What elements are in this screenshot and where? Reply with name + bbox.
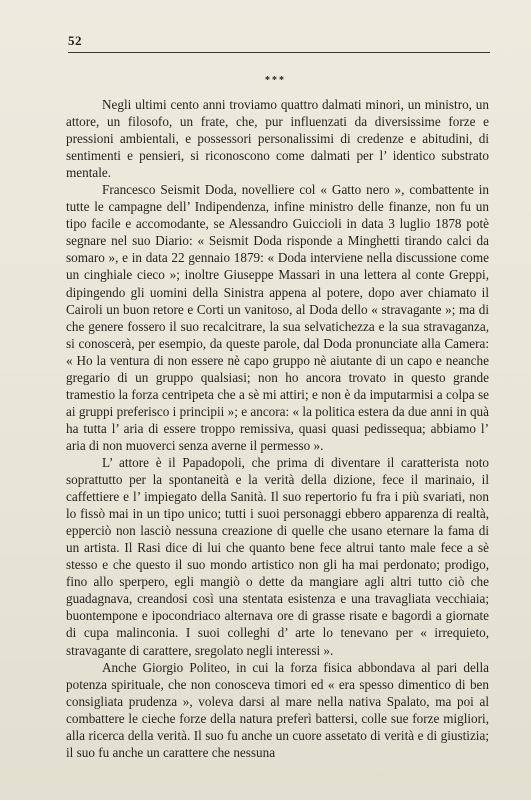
header-rule <box>68 52 490 53</box>
body-text <box>66 96 489 761</box>
paragraph-4: Anche Giorgio Politeo, in cui la forza fisica abbondava al pari della potenza spirituale, che non conosceva timori ed « era spesso dimentico di ben consigliata prudenza », voleva darsi al mare nella nativa Spalato, ma poi al combattere le cieche forze della natura preferì battersi, colle sue forze migliori, alla ricerca della verità. Il suo fu anche un cuore assetato di verità e di giustizia; il suo fu anche un carattere che nessuna <box>66 659 489 760</box>
paragraph-2: Francesco Seismit Doda, novelliere col « Gatto nero », combattente in tutte le campagne dell’ Indipendenza, infine ministro delle finanze, non fu un tipo facile e accomodante, se Alessandro Guiccioli in data 3 luglio 1878 potè segnare nel suo Diario: « Seismit Doda risponde a Minghetti tirando calci da somaro », e in data 22 gennaio 1879: « Doda interviene nella discussione come un cinghiale cieco »; inoltre Giuseppe Massari in una lettera al conte Greppi, dipingendo gli uomini della Sinistra appena al potere, dopo aver chiamato il Cairoli un buon retore e Corti un vanitoso, al Doda dello « stravagante »; ma di che genere fossero il suo recalcitrare, la sua selvatichezza e la sua stravaganza, si conoscerà, per esempio, da queste parole, dal Doda pronunciate alla Camera: « Ho la ventura di non essere nè capo gruppo nè aiutante di un capo e neanche gregario di un gruppo qualsiasi; non ho ancora trovato in questo grande tramestio la forza centripeta che a sè mi attiri; e non è da imputarmisi a colpa se ai gruppi preferisco i principii »; e ancora: « la politica estera da due anni in quà ha tutta l’ aria di essere troppo remissiva, quasi quasi pedissequa; abbiamo l’ aria di non muoverci senza averne il permesso ». <box>66 182 489 453</box>
page-number: 52 <box>68 33 82 48</box>
section-separator: *** <box>265 75 286 86</box>
paragraph-3: L’ attore è il Papadopoli, che prima di diventare il caratterista noto soprattutto per la spontaneità e la verità della dizione, fece il marinaio, il caffettiere e l’ impiegato della Sanità. Il suo repertorio fu fra i più svariati, non lo fissò mai in un tipo unico; tutti i suoi personaggi ebbero apparenza di realtà, epperciò non lasciò nessuna creazione di quelle che usano eternare la fama di un artista. Il Rasi dice di lui che quanto bene fece altrui tanto male fece a sè stesso e che questo il suo mondo artistico non gli ha mai perdonato; prodigo, fino allo sperpero, egli mangiò o dette da mangiare agli altri tutto ciò che guadagnava, creandosi così una stentata esistenza e una travagliata vecchiaia; buontempone e ipocondriaco alternava ore di grasse risate e bagordi a giornate di cupa malinconia. I suoi colleghi d’ arte lo tenevano per « irrequieto, stravagante di carattere, sregolato negli interessi ». <box>66 454 489 658</box>
paragraph-1: Negli ultimi cento anni troviamo quattro dalmati minori, un ministro, un attore, un filosofo, un frate, che, pur influenzati da diversissime forze e pressioni ambientali, e possessori personalissimi di credenze e abitudini, di sentimenti e pensieri, si riconoscono come dalmati per l’ identico substrato mentale. <box>66 97 489 181</box>
